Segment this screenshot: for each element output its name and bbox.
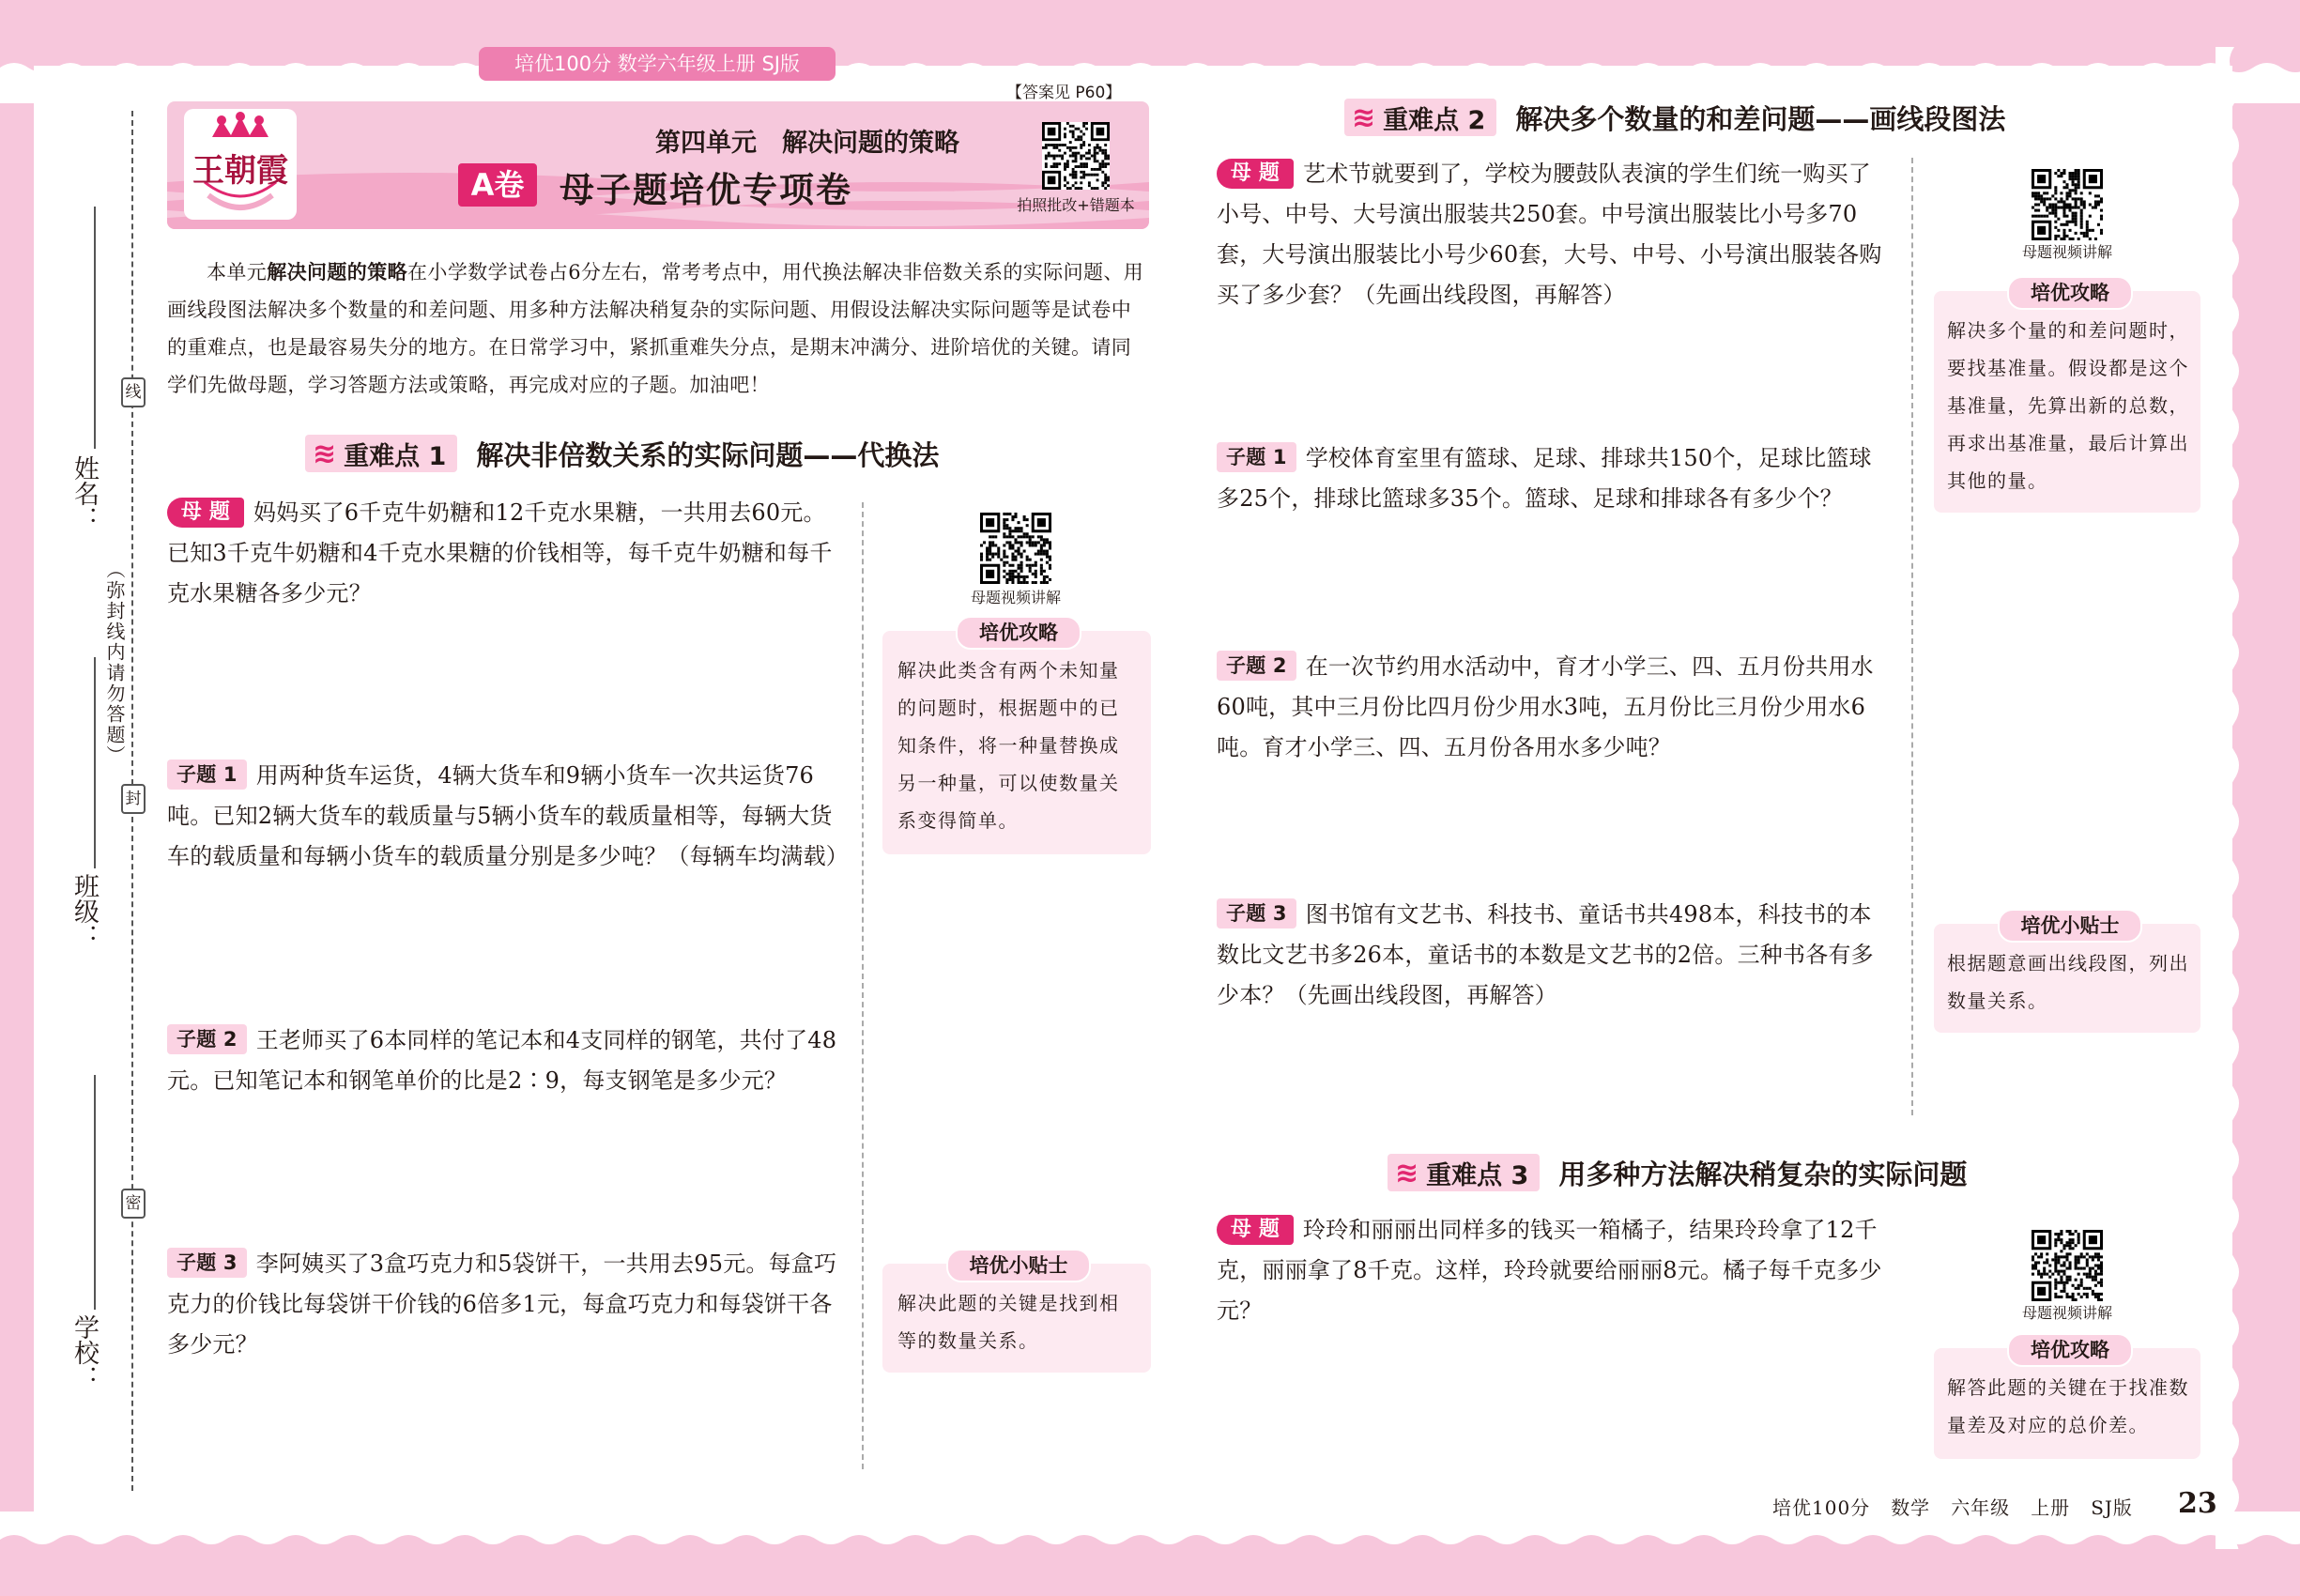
- intro-paragraph: [167, 253, 1151, 404]
- sub-problem-text: 在一次节约用水活动中，育才小学三、四、五月份共用水60吨，其中三月份比四月份少用水3吨，五月份比三月份少用水6吨。育才小学三、四、五月份各用水多少吨？: [1217, 653, 1874, 760]
- qr-code-icon[interactable]: [1042, 122, 1110, 190]
- qr-code-icon[interactable]: [2032, 1230, 2103, 1301]
- section-2-sub-problem-1: [1217, 438, 1893, 519]
- section-2-tip-box: [1934, 914, 2200, 1033]
- strategy-text: 解答此题的关键在于找准数量差及对应的总价差。: [1947, 1376, 2189, 1436]
- sub-problem-tag: 子题 1: [167, 760, 247, 790]
- mother-problem-tag: 母 题: [1217, 1215, 1294, 1245]
- seal-char: 封: [121, 784, 146, 814]
- section-1-tag-label: 重难点 1: [344, 441, 447, 471]
- section-3-header: [1388, 1151, 1967, 1194]
- section-1-mother-problem: [167, 493, 848, 614]
- paper-title: 母子题培优专项卷: [560, 170, 852, 210]
- section-1-sub-problem-3: [167, 1244, 848, 1365]
- section-1-header: [305, 432, 939, 475]
- qr-code-icon[interactable]: [980, 513, 1051, 584]
- section-3-title: 用多种方法解决稍复杂的实际问题: [1558, 1158, 1968, 1190]
- strategy-heading: 培优攻略: [956, 616, 1081, 650]
- strategy-text: 解决多个量的和差问题时，要找基准量。假设都是这个基准量，先算出新的总数，再求出基准量，最后计算出其他的量。: [1947, 319, 2189, 492]
- qr-caption: 拍照批改+错题本: [1017, 196, 1135, 214]
- seal-notice: （弥封线内请勿答题）: [103, 560, 126, 766]
- footer-subject: 数学: [1891, 1496, 1931, 1519]
- wave-icon: ≋: [313, 437, 337, 470]
- mother-problem-text: 玲玲和丽丽出同样多的钱买一箱橘子，结果玲玲拿了12千克，丽丽拿了8千克。这样，玲玲就要给丽丽8元。橘子每千克多少元？: [1217, 1217, 1882, 1324]
- section-1-tip-box: [882, 1254, 1151, 1373]
- class-field[interactable]: [94, 657, 96, 868]
- sub-problem-tag: 子题 2: [1217, 651, 1296, 681]
- wavy-bottom-border: [0, 1512, 2300, 1568]
- section-2-strategy-box: [1934, 282, 2200, 513]
- header-tab: 培优100分 数学六年级上册 SJ版: [479, 47, 836, 81]
- section-2-sub-problem-3: [1217, 895, 1893, 1016]
- wavy-right-border: [2216, 47, 2272, 1549]
- seal-line-char: 线: [121, 377, 146, 407]
- class-label: 班级：: [69, 873, 99, 949]
- sub-problem-text: 王老师买了6本同样的笔记本和4支同样的钢笔，共付了48元。已知笔记本和钢笔单价的比是2∶9，每支钢笔是多少元？: [167, 1027, 837, 1094]
- header-banner: [167, 101, 1149, 229]
- tip-text: 根据题意画出线段图，列出数量关系。: [1947, 952, 2189, 1012]
- section-1-tag: [305, 435, 457, 472]
- strategy-heading: 培优攻略: [2007, 276, 2133, 310]
- qr-caption: 母题视频讲解: [970, 589, 1061, 606]
- section-3-mother-problem: [1217, 1210, 1893, 1331]
- page-number: 23: [2178, 1487, 2217, 1520]
- section-2-title: 解决多个数量的和差问题——画线段图法: [1515, 102, 2006, 135]
- page-footer: [1772, 1493, 2154, 1520]
- sub-problem-text: 图书馆有文艺书、科技书、童话书共498本，科技书的本数比文艺书多26本，童话书的本数是文艺书的2倍。三种书各有多少本？（先画出线段图，再解答）: [1217, 901, 1874, 1008]
- section-1-sub-problem-1: [167, 756, 848, 877]
- sub-problem-tag: 子题 1: [1217, 442, 1296, 472]
- sub-problem-text: 用两种货车运货，4辆大货车和9辆小货车一次共运货76吨。已知2辆大货车的载质量与5辆小货车的载质量相等，每辆大货车的载质量和每辆小货车的载质量分别是多少吨？（每辆车均满载）: [167, 762, 849, 869]
- section-3-strategy-box: [1934, 1339, 2200, 1459]
- mother-problem-text: 艺术节就要到了，学校为腰鼓队表演的学生们统一购买了小号、中号、大号演出服装共250套。中号演出服装比小号多70套，大号演出服装比小号少60套，大号、中号、小号演出服装各购买了多少套？（先画出线段图，再解答）: [1217, 161, 1882, 308]
- intro-bold: 解决问题的策略: [267, 261, 408, 284]
- unit-title: 第四单元 解决问题的策略: [655, 129, 959, 158]
- brand-logo: [184, 109, 297, 220]
- section-1-sub-problem-2: [167, 1021, 848, 1101]
- name-label: 姓名：: [69, 455, 99, 531]
- tip-text: 解决此题的关键是找到相等的数量关系。: [897, 1292, 1120, 1352]
- sub-problem-text: 李阿姨买了3盒巧克力和5袋饼干，一共用去95元。每盒巧克力的价钱比每袋饼干价钱的6倍多1元，每盒巧克力和每袋饼干各多少元？: [167, 1251, 837, 1358]
- tip-heading: 培优小贴士: [946, 1249, 1091, 1282]
- seal-char-2: 密: [121, 1189, 146, 1219]
- column-divider: [1911, 158, 1913, 1115]
- footer-volume: 上册: [2031, 1496, 2071, 1519]
- intro-rest: 在小学数学试卷占6分左右，常考考点中，用代换法解决非倍数关系的实际问题、用画线段图法解决多个数量的和差问题、用多种方法解决稍复杂的实际问题、用假设法解决实际问题等是试卷中的重难点，也是最容易失分的地方。在日常学习中，紧抓重难失分点，是期末冲满分、进阶培优的关键。请同学们先做母题，学习答题方法或策略，再完成对应的子题。加油吧！: [167, 261, 1144, 396]
- footer-edition: SJ版: [2091, 1496, 2133, 1519]
- wavy-top-border: [0, 47, 2300, 103]
- wave-icon: ≋: [1395, 1156, 1419, 1189]
- intro-lead: 本单元: [207, 261, 268, 284]
- paper-badge: A卷: [458, 163, 537, 207]
- section-3-tag-label: 重难点 3: [1426, 1160, 1529, 1190]
- section-2-tag-label: 重难点 2: [1383, 105, 1486, 135]
- logo-text: 王朝霞: [192, 152, 288, 190]
- section-3-tag: [1388, 1154, 1540, 1191]
- strategy-text: 解决此类含有两个未知量的问题时，根据题中的已知条件，将一种量替换成另一种量，可以使数量关系变得简单。: [897, 659, 1120, 832]
- section-2-header: [1344, 96, 2005, 139]
- column-divider: [862, 502, 864, 1469]
- mother-problem-tag: 母 题: [1217, 159, 1294, 189]
- tip-heading: 培优小贴士: [1998, 909, 2142, 943]
- sub-problem-text: 学校体育室里有篮球、足球、排球共150个，足球比篮球多25个，排球比篮球多35个。篮球、足球和排球各有多少个？: [1217, 445, 1872, 512]
- qr-caption: 母题视频讲解: [2021, 243, 2112, 261]
- qr-code-icon[interactable]: [2032, 169, 2103, 240]
- wave-icon: ≋: [1352, 100, 1376, 134]
- section-2-tag: [1344, 99, 1496, 136]
- sub-problem-tag: 子题 3: [1217, 898, 1296, 928]
- section-2-sub-problem-2: [1217, 647, 1893, 768]
- school-field[interactable]: [94, 1075, 96, 1310]
- answer-reference: 【答案见 P60】: [1006, 84, 1122, 102]
- section-1-strategy-box: [882, 622, 1151, 854]
- school-label: 学校：: [69, 1314, 99, 1390]
- section-1-title: 解决非倍数关系的实际问题——代换法: [476, 438, 940, 471]
- footer-book: 培优100分: [1772, 1496, 1871, 1519]
- mother-problem-text: 妈妈买了6千克牛奶糖和12千克水果糖，一共用去60元。已知3千克牛奶糖和4千克水果糖的价钱相等，每千克牛奶糖和每千克水果糖各多少元？: [167, 499, 833, 606]
- sub-problem-tag: 子题 3: [167, 1248, 247, 1278]
- qr-caption: 母题视频讲解: [2021, 1304, 2112, 1322]
- footer-grade: 六年级: [1951, 1496, 2011, 1519]
- strategy-heading: 培优攻略: [2007, 1333, 2133, 1367]
- section-2-mother-problem: [1217, 154, 1893, 315]
- sub-problem-tag: 子题 2: [167, 1024, 247, 1054]
- name-field[interactable]: [94, 207, 96, 449]
- mother-problem-tag: 母 题: [167, 498, 244, 528]
